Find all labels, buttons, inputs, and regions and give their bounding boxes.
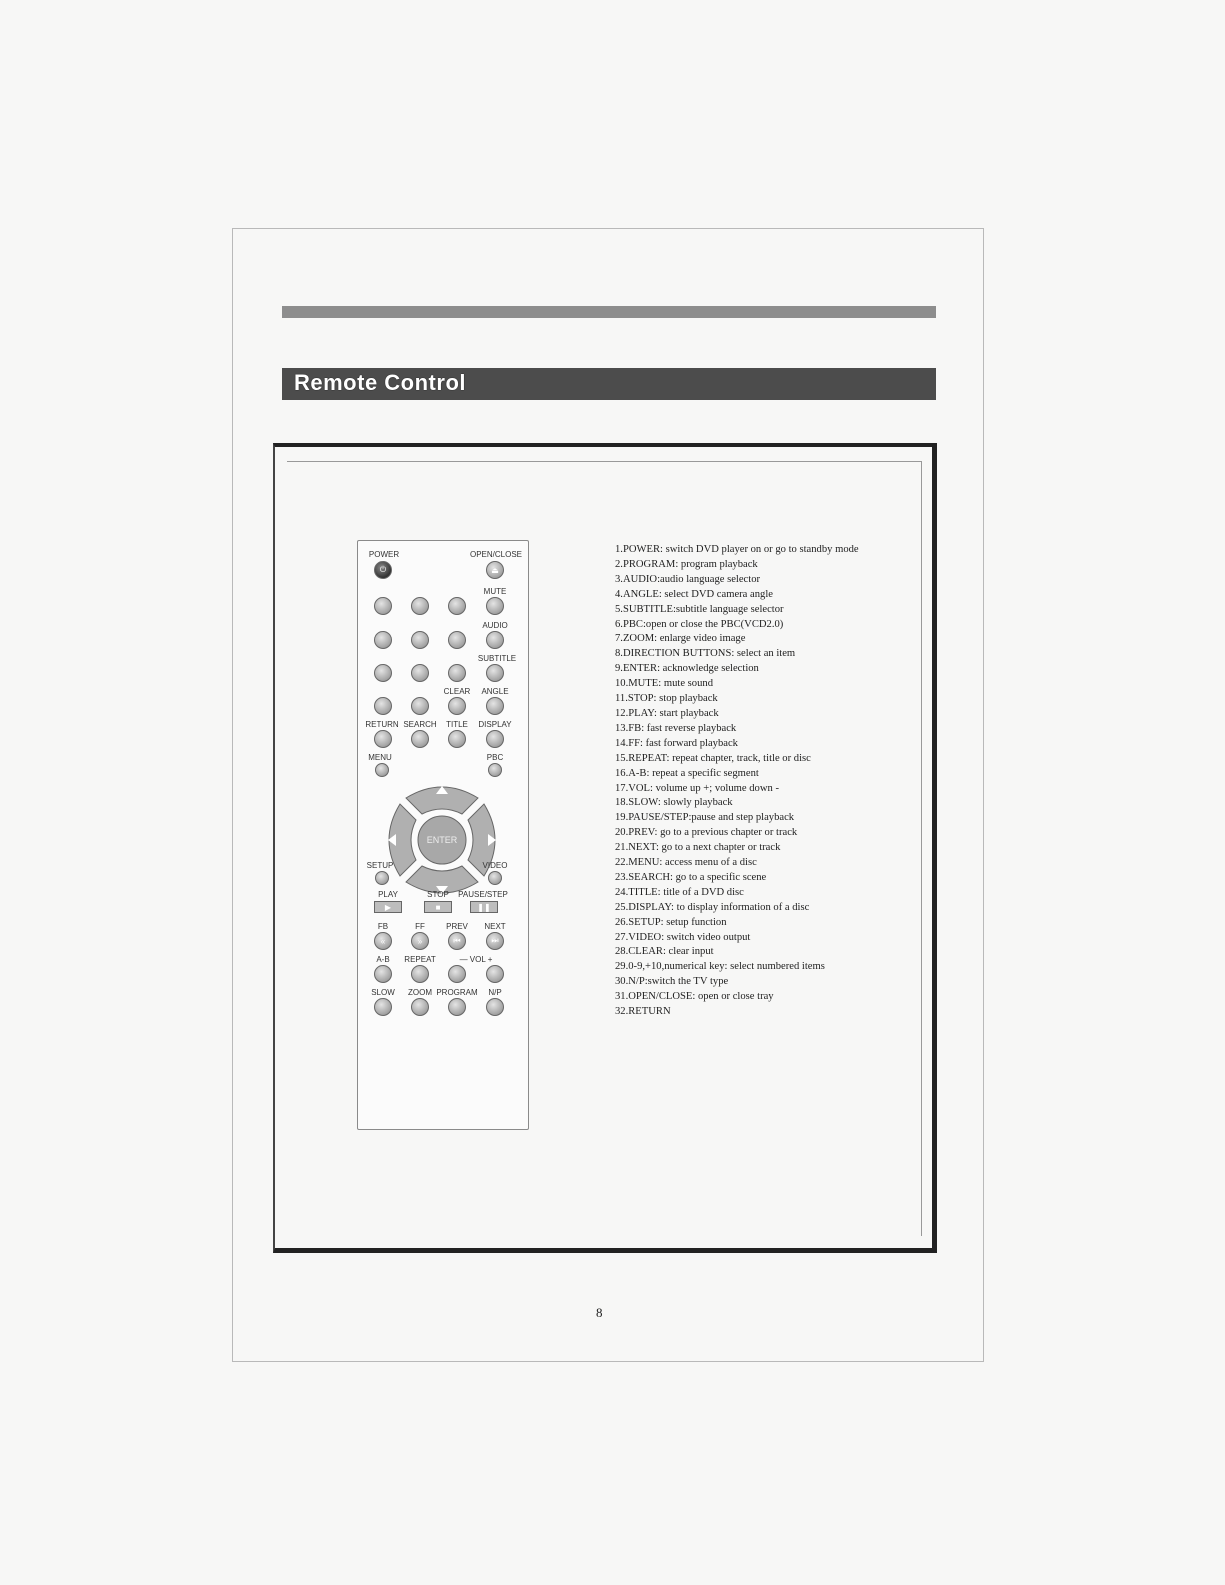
list-item: 12.PLAY: start playback <box>615 707 719 719</box>
pause-icon: ❚❚ <box>477 902 491 912</box>
audio-button <box>486 631 504 649</box>
pause-step-button <box>470 901 498 913</box>
list-item: 11.STOP: stop playback <box>615 693 718 705</box>
number-button <box>374 697 392 715</box>
skip-back-icon: ⏮ <box>453 936 461 945</box>
subtitle-button <box>486 664 504 682</box>
list-item: 10.MUTE: mute sound <box>615 678 713 690</box>
label-open-close: OPEN/CLOSE <box>469 550 523 559</box>
label-pbc: PBC <box>486 753 504 762</box>
label-play: PLAY <box>378 890 398 899</box>
number-button <box>448 664 466 682</box>
power-icon: ⏻ <box>379 565 387 574</box>
function-list <box>615 543 859 1020</box>
number-button <box>411 597 429 615</box>
list-item: 22.MENU: access menu of a disc <box>615 857 757 869</box>
label-slow: SLOW <box>371 988 395 997</box>
number-button <box>411 631 429 649</box>
number-button <box>411 664 429 682</box>
header-rule <box>282 306 936 318</box>
list-item: 6.PBC:open or close the PBC(VCD2.0) <box>615 618 784 630</box>
ab-button <box>374 965 392 983</box>
list-item: 30.N/P:switch the TV type <box>615 976 729 988</box>
title-button <box>448 730 466 748</box>
np-button <box>486 998 504 1016</box>
skip-forward-icon: ⏭ <box>491 936 499 945</box>
direction-pad <box>378 776 506 904</box>
remote-illustration <box>357 540 529 1130</box>
setup-button <box>375 871 389 885</box>
label-ff: FF <box>415 922 425 931</box>
list-item: 9.ENTER: acknowledge selection <box>615 663 759 675</box>
list-item: 8.DIRECTION BUTTONS: select an item <box>615 648 796 660</box>
list-item: 32.RETURN <box>615 1006 671 1018</box>
label-ab: A-B <box>376 955 390 964</box>
list-item: 5.SUBTITLE:subtitle language selector <box>615 603 784 615</box>
list-item: 3.AUDIO:audio language selector <box>615 573 761 585</box>
section-title: Remote Control <box>294 370 466 395</box>
list-item: 19.PAUSE/STEP:pause and step playback <box>615 812 795 824</box>
return-button <box>374 730 392 748</box>
clear-button <box>448 697 466 715</box>
list-item: 13.FB: fast reverse playback <box>615 722 737 734</box>
label-power: POWER <box>368 550 400 559</box>
list-item: 29.0-9,+10,numerical key: select numbered items <box>615 961 825 973</box>
label-audio: AUDIO <box>482 621 508 630</box>
fb-button <box>374 932 392 950</box>
list-item: 14.FF: fast forward playback <box>615 737 738 749</box>
open-close-button <box>486 561 504 579</box>
list-item: 21.NEXT: go to a next chapter or track <box>615 842 781 854</box>
stop-icon: ■ <box>435 902 441 912</box>
search-button <box>411 730 429 748</box>
fast-forward-icon: » <box>417 936 423 946</box>
list-item: 26.SETUP: setup function <box>615 916 727 928</box>
label-return: RETURN <box>365 720 399 729</box>
list-item: 16.A-B: repeat a specific segment <box>615 767 759 779</box>
label-stop: STOP <box>427 890 449 899</box>
angle-button <box>486 697 504 715</box>
number-button <box>411 697 429 715</box>
list-item: 15.REPEAT: repeat chapter, track, title or disc <box>615 752 811 764</box>
stop-button <box>424 901 452 913</box>
label-np: N/P <box>488 988 502 997</box>
pbc-button <box>488 763 502 777</box>
play-icon: ▶ <box>384 902 392 912</box>
mute-button <box>486 597 504 615</box>
label-vol: — VOL + <box>459 955 493 964</box>
list-item: 23.SEARCH: go to a specific scene <box>615 871 767 883</box>
label-angle: ANGLE <box>481 687 509 696</box>
label-search: SEARCH <box>403 720 437 729</box>
label-pause-step: PAUSE/STEP <box>458 890 508 899</box>
label-mute: MUTE <box>483 587 507 596</box>
list-item: 25.DISPLAY: to display information of a disc <box>615 901 810 913</box>
slow-button <box>374 998 392 1016</box>
eject-icon: ⏏ <box>491 565 499 575</box>
menu-button <box>375 763 389 777</box>
list-item: 1.POWER: switch DVD player on or go to standby mode <box>615 544 859 555</box>
label-zoom: ZOOM <box>408 988 432 997</box>
label-clear: CLEAR <box>443 687 471 696</box>
list-item: 2.PROGRAM: program playback <box>615 558 758 570</box>
list-item: 18.SLOW: slowly playback <box>615 797 733 809</box>
list-item: 27.VIDEO: switch video output <box>615 931 751 943</box>
number-button <box>374 631 392 649</box>
vol-down-button <box>448 965 466 983</box>
list-item: 20.PREV: go to a previous chapter or track <box>615 827 798 839</box>
repeat-button <box>411 965 429 983</box>
label-subtitle: SUBTITLE <box>477 654 517 663</box>
label-setup: SETUP <box>366 861 394 870</box>
enter-label: ENTER <box>426 835 458 845</box>
label-prev: PREV <box>446 922 468 931</box>
label-fb: FB <box>377 922 389 931</box>
video-button <box>488 871 502 885</box>
label-repeat: REPEAT <box>404 955 436 964</box>
play-button <box>374 901 402 913</box>
display-button <box>486 730 504 748</box>
zoom-button <box>411 998 429 1016</box>
label-title: TITLE <box>446 720 468 729</box>
section-title-bar <box>282 368 936 400</box>
label-menu: MENU <box>368 753 392 762</box>
ff-button <box>411 932 429 950</box>
list-item: 24.TITLE: title of a DVD disc <box>615 886 744 898</box>
list-item: 28.CLEAR: clear input <box>615 946 714 958</box>
label-display: DISPLAY <box>478 720 512 729</box>
number-button <box>448 631 466 649</box>
next-button <box>486 932 504 950</box>
list-item: 4.ANGLE: select DVD camera angle <box>615 588 773 600</box>
list-item: 17.VOL: volume up +; volume down - <box>615 782 779 794</box>
program-button <box>448 998 466 1016</box>
list-item: 7.ZOOM: enlarge video image <box>615 633 746 645</box>
vol-up-button <box>486 965 504 983</box>
prev-button <box>448 932 466 950</box>
number-button <box>374 664 392 682</box>
page-number: 8 <box>596 1305 603 1320</box>
power-button <box>374 561 392 579</box>
rewind-icon: « <box>380 936 386 946</box>
number-button <box>448 597 466 615</box>
label-video: VIDEO <box>482 861 508 870</box>
number-button <box>374 597 392 615</box>
label-program: PROGRAM <box>436 988 478 997</box>
list-item: 31.OPEN/CLOSE: open or close tray <box>615 991 774 1003</box>
label-next: NEXT <box>484 922 506 931</box>
